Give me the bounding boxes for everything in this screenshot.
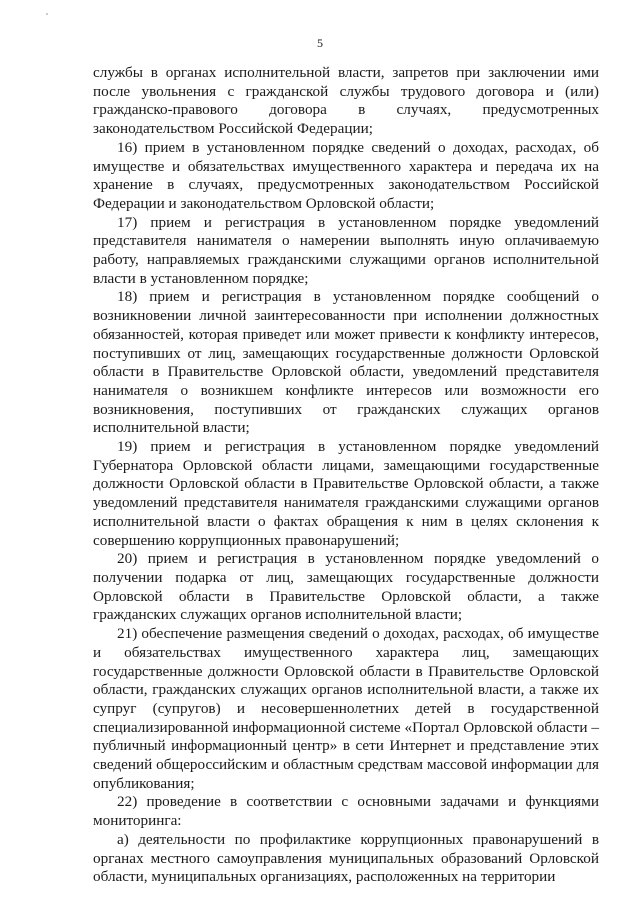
paragraph-continuation: службы в органах исполнительной власти, запретов при заключении ими после увольнения с гражданской службы трудового договора и (или) гражданско-правового договора в случаях, предусмотренных законодательством Российской Федерации; [93,64,599,138]
paragraph-item-17: 17) прием и регистрация в установленном порядке уведомлений представителя нанимателя о намерении выполнять иную оплачиваемую работу, направляемых гражданскими служащими органов исполнительной власти в установленном порядке; [93,213,599,287]
document-body [93,64,599,887]
paragraph-item-19: 19) прием и регистрация в установленном порядке уведомлений Губернатора Орловской области лицами, замещающими государственные должности Орловской области в Правительстве Орловской области, а также уведомлений представителя нанимателя гражданскими служащими органов исполнительной власти о фактах обращения к ним в целях склонения к совершению коррупционных правонарушений; [93,438,599,549]
paragraph-item-18: 18) прием и регистрация в установленном порядке сообщений о возникновении личной заинтересованности при исполнении должностных обязанностей, которая приведет или может привести к конфликту интересов, поступивших от лиц, замещающих государственные должности Орловской области в Правительстве Орловской области, уведомлений представителя нанимателя о возникшем конфликте интересов или возможности его возникновения, поступивших от гражданских служащих органов исполнительной власти; [93,288,599,437]
paragraph-item-21: 21) обеспечение размещения сведений о доходах, расходах, об имуществе и обязательствах имущественного характера лиц, замещающих государственные должности Орловской области в Правительстве Орловской области, гражданских служащих органов исполнительной власти, а также их супруг (супругов) и несовершеннолетних детей в государственной специализированной информационной системе «Портал Орловской области – публичный информационный центр» в сети Интернет и представление этих сведений общероссийским и областным средствам массовой информации для опубликования; [93,625,599,792]
paragraph-subitem-a: а) деятельности по профилактике коррупционных правонарушений в органах местного самоуправления муниципальных образований Орловской области, муниципальных организациях, расположенных на территории [93,830,599,886]
paragraph-item-16: 16) прием в установленном порядке сведений о доходах, расходах, об имуществе и обязательствах имущественного характера и передача их на хранение в случаях, предусмотренных законодательством Российской Федерации и законодательством Орловской области; [93,138,599,212]
paragraph-item-22: 22) проведение в соответствии с основными задачами и функциями мониторинга: [93,793,599,830]
paragraph-item-20: 20) прием и регистрация в установленном порядке уведомлений о получении подарка от лиц, замещающих государственные должности Орловской области в Правительстве Орловской области, а также гражданских служащих органов исполнительной власти; [93,550,599,624]
page-number: 5 [317,36,323,50]
scan-speck [46,13,48,15]
